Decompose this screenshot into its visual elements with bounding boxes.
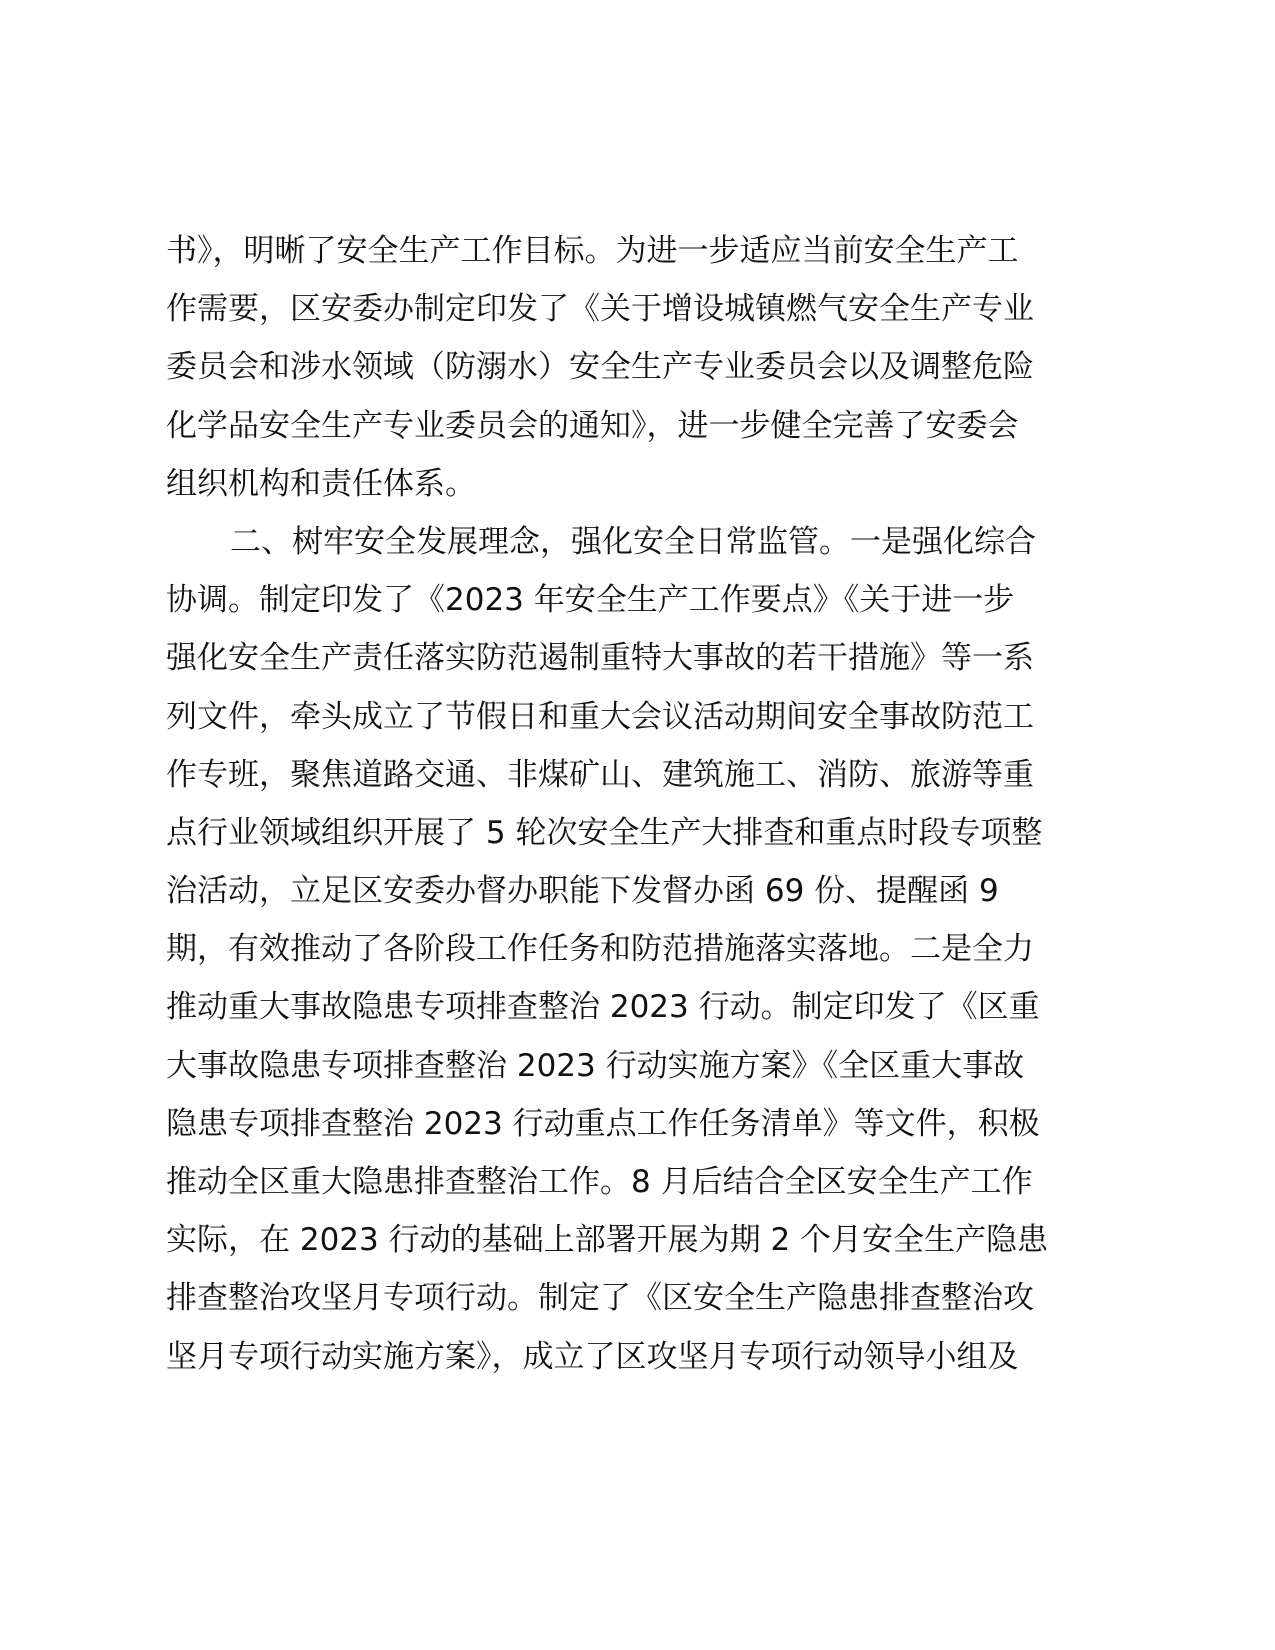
text-line: 作需要，区安委办制定印发了《关于增设城镇燃气安全生产专业 [166,291,1034,328]
text-line: 委员会和涉水领域（防溺水）安全生产专业委员会以及调整危险 [166,349,1034,386]
text-line: 列文件，牵头成立了节假日和重大会议活动期间安全事故防范工 [166,698,1034,735]
text-line: 作专班，聚焦道路交通、非煤矿山、建筑施工、消防、旅游等重 [166,756,1034,793]
text-line: 协调。制定印发了《2023 年安全生产工作要点》《关于进一步 [166,582,1015,619]
text-line: 组织机构和责任体系。 [166,465,476,502]
section-heading-line: 二、树牢安全发展理念，强化安全日常监管。一是强化综合 [230,523,1036,560]
text-line: 实际，在 2023 行动的基础上部署开展为期 2 个月安全生产隐患 [166,1222,1049,1259]
text-line: 化学品安全生产专业委员会的通知》，进一步健全完善了安委会 [166,407,1019,444]
text-line: 书》，明晰了安全生产工作目标。为进一步适应当前安全生产工 [166,233,1019,269]
text-line: 大事故隐患专项排查整治 2023 行动实施方案》《全区重大事故 [166,1047,1025,1084]
text-line: 排查整治攻坚月专项行动。制定了《区安全生产隐患排查整治攻 [166,1280,1034,1317]
text-line: 治活动，立足区安委办督办职能下发督办函 69 份、提醒函 9 [166,873,999,910]
text-line: 推动重大事故隐患专项排查整治 2023 行动。制定印发了《区重 [166,989,1040,1026]
text-line: 推动全区重大隐患排查整治工作。8 月后结合全区安全生产工作 [166,1164,1033,1200]
text-line: 期，有效推动了各阶段工作任务和防范措施落实落地。二是全力 [166,931,1034,968]
body-text [166,222,1106,1386]
text-line: 强化安全生产责任落实防范遏制重特大事故的若干措施》等一系 [166,640,1034,677]
text-line: 隐患专项排查整治 2023 行动重点工作任务清单》等文件，积极 [166,1105,1040,1142]
text-line: 坚月专项行动实施方案》，成立了区攻坚月专项行动领导小组及 [166,1338,1019,1375]
text-line: 点行业领域组织开展了 5 轮次安全生产大排查和重点时段专项整 [166,814,1043,851]
